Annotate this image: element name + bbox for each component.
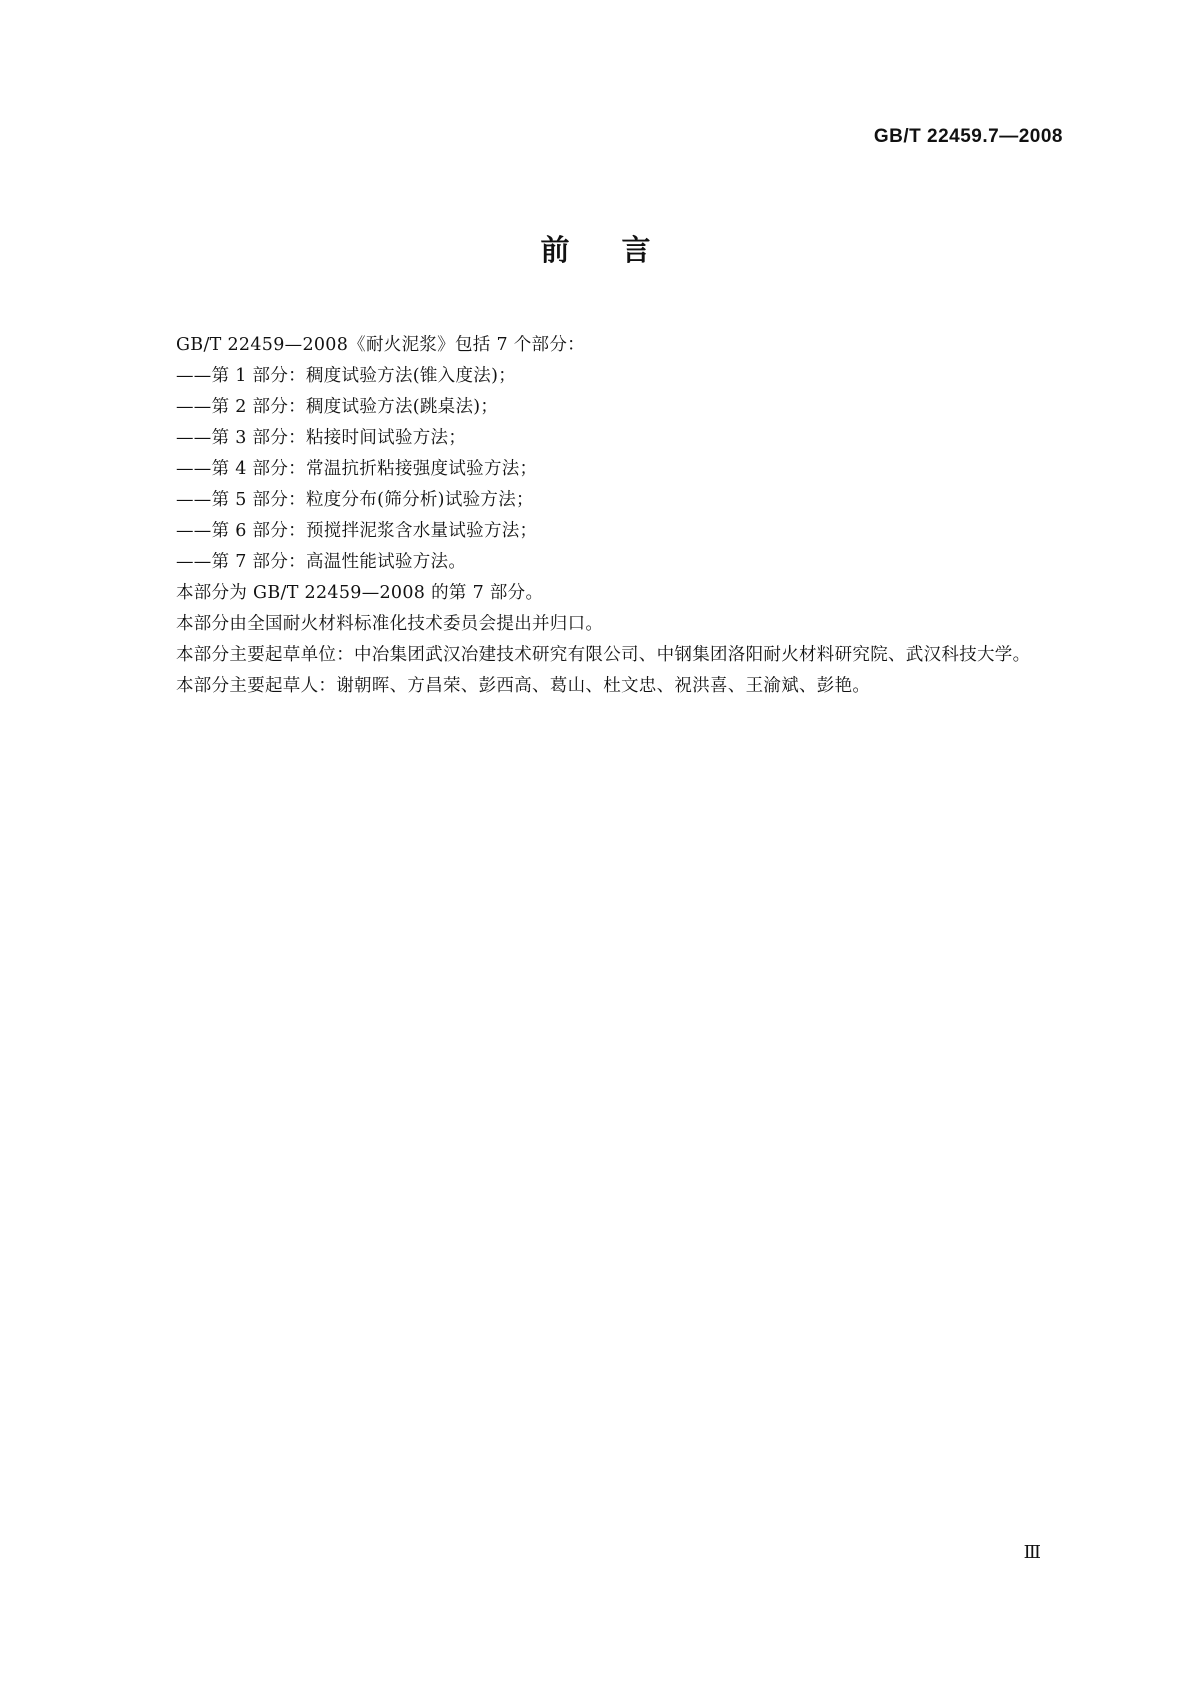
list-item-part-2: ——第 2 部分：稠度试验方法(跳桌法)； [176, 397, 499, 417]
page-title: 前言 [540, 233, 703, 267]
page-number: Ⅲ [1023, 1542, 1041, 1562]
list-item-part-6: ——第 6 部分：预搅拌泥浆含水量试验方法； [176, 521, 538, 541]
paragraph-this-part: 本部分为 GB/T 22459—2008 的第 7 部分。 [176, 583, 544, 603]
paragraph-intro: GB/T 22459—2008《耐火泥浆》包括 7 个部分： [176, 335, 585, 355]
list-item-part-3: ——第 3 部分：粘接时间试验方法； [176, 428, 467, 448]
document-code: GB/T 22459.7—2008 [873, 126, 1063, 147]
list-item-part-7: ——第 7 部分：高温性能试验方法。 [176, 552, 467, 572]
paragraph-proposer: 本部分由全国耐火材料标准化技术委员会提出并归口。 [176, 614, 604, 634]
list-item-part-1: ——第 1 部分：稠度试验方法(锥入度法)； [176, 366, 517, 386]
paragraph-drafting-units: 本部分主要起草单位：中冶集团武汉冶建技术研究有限公司、中钢集团洛阳耐火材料研究院、武汉科技大学。 [176, 645, 1031, 665]
list-item-part-5: ——第 5 部分：粒度分布(筛分析)试验方法； [176, 490, 534, 510]
paragraph-drafters: 本部分主要起草人：谢朝晖、方昌荣、彭西高、葛山、杜文忠、祝洪喜、王渝斌、彭艳。 [176, 676, 871, 696]
foreword-body [137, 330, 1060, 702]
list-item-part-4: ——第 4 部分：常温抗折粘接强度试验方法； [176, 459, 538, 479]
